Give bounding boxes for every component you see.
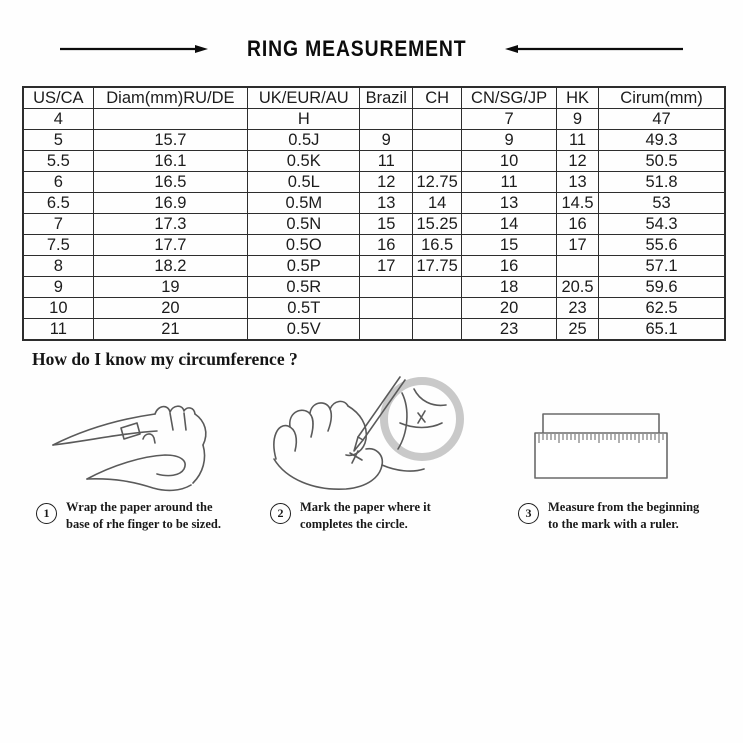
table-cell bbox=[360, 298, 413, 319]
column-header: Cirum(mm) bbox=[599, 87, 725, 109]
step-3-line-2: to the mark with a ruler. bbox=[548, 516, 679, 531]
table-cell: H bbox=[248, 109, 360, 130]
table-cell: 11 bbox=[360, 151, 413, 172]
table-cell bbox=[93, 109, 247, 130]
column-header: UK/EUR/AU bbox=[248, 87, 360, 109]
table-cell: 16 bbox=[556, 214, 598, 235]
table-cell: 0.5K bbox=[248, 151, 360, 172]
step-2-caption bbox=[270, 499, 470, 533]
table-cell: 0.5J bbox=[248, 130, 360, 151]
table-cell: 13 bbox=[462, 193, 557, 214]
table-cell: 9 bbox=[462, 130, 557, 151]
table-cell: 0.5N bbox=[248, 214, 360, 235]
table-cell: 0.5R bbox=[248, 277, 360, 298]
header bbox=[0, 0, 743, 62]
step-1-number-badge: 1 bbox=[36, 503, 57, 524]
table-cell: 16 bbox=[462, 256, 557, 277]
step-1-line-2: base of rhe finger to be sized. bbox=[66, 516, 221, 531]
table-cell: 16.5 bbox=[93, 172, 247, 193]
table-cell: 54.3 bbox=[599, 214, 725, 235]
size-table-wrap bbox=[22, 86, 726, 341]
table-cell: 59.6 bbox=[599, 277, 725, 298]
step-3-line-1: Measure from the beginning bbox=[548, 500, 700, 514]
table-cell: 23 bbox=[556, 298, 598, 319]
table-cell bbox=[413, 277, 462, 298]
table-cell: 10 bbox=[462, 151, 557, 172]
table-row bbox=[23, 172, 725, 193]
table-cell: 5.5 bbox=[23, 151, 93, 172]
table-cell: 15 bbox=[360, 214, 413, 235]
howto-section bbox=[0, 341, 743, 721]
table-cell: 20.5 bbox=[556, 277, 598, 298]
howto-heading: How do I know my circumference ? bbox=[32, 349, 298, 369]
table-cell: 62.5 bbox=[599, 298, 725, 319]
table-cell: 17.75 bbox=[413, 256, 462, 277]
size-table-header-row bbox=[23, 87, 725, 109]
table-cell: 17.3 bbox=[93, 214, 247, 235]
table-cell: 23 bbox=[462, 319, 557, 341]
step-1-caption bbox=[36, 499, 248, 533]
step-3-caption bbox=[518, 499, 728, 533]
table-cell: 19 bbox=[93, 277, 247, 298]
table-cell: 50.5 bbox=[599, 151, 725, 172]
ring-size-conversion-table bbox=[22, 86, 726, 341]
column-header: Brazil bbox=[360, 87, 413, 109]
table-cell bbox=[360, 277, 413, 298]
table-cell: 55.6 bbox=[599, 235, 725, 256]
table-cell bbox=[413, 109, 462, 130]
table-row bbox=[23, 214, 725, 235]
step-2-line-1: Mark the paper where it bbox=[300, 500, 431, 514]
table-cell: 8 bbox=[23, 256, 93, 277]
table-cell: 18.2 bbox=[93, 256, 247, 277]
table-cell bbox=[360, 319, 413, 341]
column-header: CN/SG/JP bbox=[462, 87, 557, 109]
table-row bbox=[23, 298, 725, 319]
table-row bbox=[23, 319, 725, 341]
table-cell: 0.5L bbox=[248, 172, 360, 193]
table-cell: 6.5 bbox=[23, 193, 93, 214]
table-cell: 9 bbox=[556, 109, 598, 130]
table-cell: 11 bbox=[23, 319, 93, 341]
table-cell: 14 bbox=[413, 193, 462, 214]
page-title: RING MEASUREMENT bbox=[246, 36, 467, 61]
table-cell: 18 bbox=[462, 277, 557, 298]
hand-marking-with-pen-illustration bbox=[262, 371, 487, 501]
table-cell bbox=[413, 298, 462, 319]
table-cell: 13 bbox=[360, 193, 413, 214]
step-1-line-1: Wrap the paper around the bbox=[66, 500, 213, 514]
table-cell: 11 bbox=[462, 172, 557, 193]
table-cell: 16 bbox=[360, 235, 413, 256]
table-cell: 5 bbox=[23, 130, 93, 151]
table-cell: 51.8 bbox=[599, 172, 725, 193]
table-cell: 16.5 bbox=[413, 235, 462, 256]
table-cell bbox=[413, 130, 462, 151]
step-2-text bbox=[300, 499, 431, 533]
table-cell: 9 bbox=[23, 277, 93, 298]
table-cell: 17 bbox=[556, 235, 598, 256]
table-cell: 47 bbox=[599, 109, 725, 130]
size-table-body bbox=[23, 109, 725, 341]
table-cell: 20 bbox=[462, 298, 557, 319]
table-cell: 10 bbox=[23, 298, 93, 319]
table-cell: 12 bbox=[556, 151, 598, 172]
table-cell: 13 bbox=[556, 172, 598, 193]
right-arrow-line-icon bbox=[505, 43, 685, 55]
table-cell: 0.5T bbox=[248, 298, 360, 319]
table-cell: 65.1 bbox=[599, 319, 725, 341]
table-row bbox=[23, 130, 725, 151]
column-header: US/CA bbox=[23, 87, 93, 109]
step-2-number-badge: 2 bbox=[270, 503, 291, 524]
table-cell: 12 bbox=[360, 172, 413, 193]
step-1-text bbox=[66, 499, 221, 533]
table-cell: 11 bbox=[556, 130, 598, 151]
table-cell: 14.5 bbox=[556, 193, 598, 214]
table-cell: 9 bbox=[360, 130, 413, 151]
table-cell: 16.1 bbox=[93, 151, 247, 172]
paper-strip-shape bbox=[543, 414, 659, 433]
table-cell: 16.9 bbox=[93, 193, 247, 214]
table-cell: 7 bbox=[462, 109, 557, 130]
table-cell bbox=[360, 109, 413, 130]
column-header: CH bbox=[413, 87, 462, 109]
table-row bbox=[23, 151, 725, 172]
table-cell bbox=[413, 319, 462, 341]
table-row bbox=[23, 277, 725, 298]
table-cell: 6 bbox=[23, 172, 93, 193]
table-cell: 0.5M bbox=[248, 193, 360, 214]
table-cell: 25 bbox=[556, 319, 598, 341]
column-header: Diam(mm)RU/DE bbox=[93, 87, 247, 109]
table-cell: 0.5V bbox=[248, 319, 360, 341]
table-cell: 57.1 bbox=[599, 256, 725, 277]
table-cell: 15.7 bbox=[93, 130, 247, 151]
table-cell: 15.25 bbox=[413, 214, 462, 235]
table-cell: 7 bbox=[23, 214, 93, 235]
table-row bbox=[23, 256, 725, 277]
table-row bbox=[23, 193, 725, 214]
table-cell: 12.75 bbox=[413, 172, 462, 193]
table-cell: 14 bbox=[462, 214, 557, 235]
table-cell: 15 bbox=[462, 235, 557, 256]
table-cell: 53 bbox=[599, 193, 725, 214]
column-header: HK bbox=[556, 87, 598, 109]
table-cell: 17 bbox=[360, 256, 413, 277]
table-row bbox=[23, 235, 725, 256]
table-cell bbox=[556, 256, 598, 277]
table-row bbox=[23, 109, 725, 130]
table-cell bbox=[413, 151, 462, 172]
table-cell: 20 bbox=[93, 298, 247, 319]
left-arrow-line-icon bbox=[58, 43, 208, 55]
table-cell: 4 bbox=[23, 109, 93, 130]
step-3-text bbox=[548, 499, 699, 533]
table-cell: 21 bbox=[93, 319, 247, 341]
ruler-measuring-illustration bbox=[520, 403, 705, 498]
table-cell: 0.5O bbox=[248, 235, 360, 256]
step-3-number-badge: 3 bbox=[518, 503, 539, 524]
table-cell: 49.3 bbox=[599, 130, 725, 151]
table-cell: 7.5 bbox=[23, 235, 93, 256]
table-cell: 17.7 bbox=[93, 235, 247, 256]
hand-with-paper-strip-illustration bbox=[35, 383, 235, 495]
step-2-line-2: completes the circle. bbox=[300, 516, 408, 531]
table-cell: 0.5P bbox=[248, 256, 360, 277]
